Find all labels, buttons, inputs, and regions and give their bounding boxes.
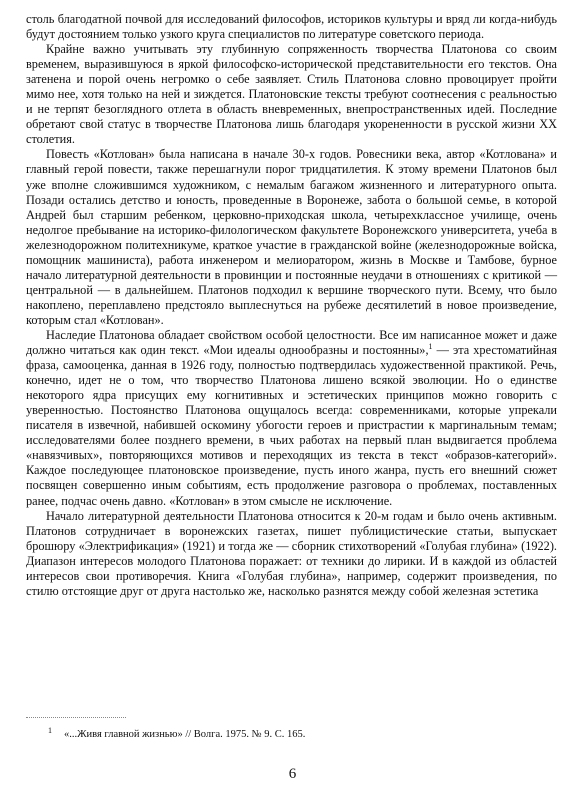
paragraph-4-text-before: Наследие Платонова обладает свойством особой целостности. Все им написанное может и даже должно читаться как один текст. «Мои идеалы однообразны и постоянны», bbox=[26, 327, 557, 358]
footnote-reference: 1 bbox=[428, 341, 433, 351]
paragraph-2: Крайне важно учитывать эту глубинную сопряженность творчества Платонова со своим временем, выразившуюся в яркой философско-исторической представительности его текстов. Она затенена и порой очень негромко о себе заявляет. Стиль Платонова словно провоцирует пройти мимо нее, хотя только на ней и зиждется. Платоновские тексты требуют соотнесения с реальностью и не терпят безоглядного отлета в область вневременных, внепространственных идей. Последние обретают свой статус в творчестве Платонова лишь благодаря укорененности в русской жизни XX столетия. bbox=[26, 42, 557, 147]
paragraph-3: Повесть «Котлован» была написана в начале 30-х годов. Ровесники века, автор «Котлована» и главный герой повести, также перешагнули порог тридцатилетия. К этому времени Платонов был уже вполне сложившимся художником, с немалым багажом жизненного и литературного опыта. Позади остались детство и юность, проведенные в Воронеже, забота о большой семье, в которой Андрей был старшим ребенком, церковно-приходская школа, четырехклассное училище, очень недолгое пребывание на историко-филологическом факультете Воронежского университета, учеба в железнодорожном политехникуме, краткое участие в гражданской войне (железнодорожные войска, помощник машиниста), работа инженером и мелиоратором, жизнь в Москве и Тамбове, бурное начало литературной деятельности в провинции и постоянные неудачи в отношениях с критикой — центральной — в дальнейшем. Платонов подходил к вершине творческого пути. Всему, что было накоплено, переплавлено предстояло выплеснуться на рубеже десятилетий в новое произведение, которым стал «Котлован». bbox=[26, 147, 557, 327]
footnote-text: «...Живя главной жизнью» // Волга. 1975. № 9. С. 165. bbox=[64, 729, 306, 740]
paragraph-4 bbox=[26, 328, 557, 509]
paragraph-1: столь благодатной почвой для исследований философов, историков культуры и вряд ли когда-нибудь будут достоянием только узкого круга специалистов по литературе советского периода. bbox=[26, 12, 557, 42]
footnote-divider bbox=[26, 717, 126, 718]
paragraph-5: Начало литературной деятельности Платонова относится к 20-м годам и было очень активным. Платонов сотрудничает в воронежских газетах, пишет публицистические статьи, выпускает брошюру «Электрификация» (1921) и тогда же — сборник стихотворений «Голубая глубина» (1922). Диапазон интересов молодого Платонова поражает: от техники до лирики. И в каждой из областей интересов свои противоречия. Книга «Голубая глубина», например, содержит произведения, по стилю отстоящие друг от друга настолько же, насколько разнятся между собой железная эстетика bbox=[26, 508, 557, 598]
footnote: 1 «...Живя главной жизнью» // Волга. 1975. № 9. С. 165. bbox=[48, 725, 306, 740]
page-body bbox=[26, 12, 557, 599]
page-number: 6 bbox=[288, 766, 297, 782]
paragraph-4-text-after: — эта хрестоматийная фраза, самооценка, данная в 1926 году, полностью подтвердилась художественной практикой. Речь, конечно, идет не о том, что творчество Платонова лишено всякой эволюции. Но о единстве некоторого ядра присущих ему когнитивных и эстетических принципов можно говорить с уверенностью. Постоянство Платонова ощущалось всегда: современниками, которые упрекали писателя в извечной, набившей оскомину убогости героев и пристрастии к маргинальным темам; исследователями более позднего времени, в чьих работах на первый план выдвигается проблема «навязчивых», повторяющихся мотивов и переходящих из текста в текст «образов-категорий». Каждое последующее платоновское произведение, пусть иного жанра, пусть его внешний сюжет посвящен совершенно иным событиям, есть продолжение разговора о проблемах, поставленных ранее, подчас очень давно. «Котлован» в этом смысле не исключение. bbox=[26, 343, 557, 508]
